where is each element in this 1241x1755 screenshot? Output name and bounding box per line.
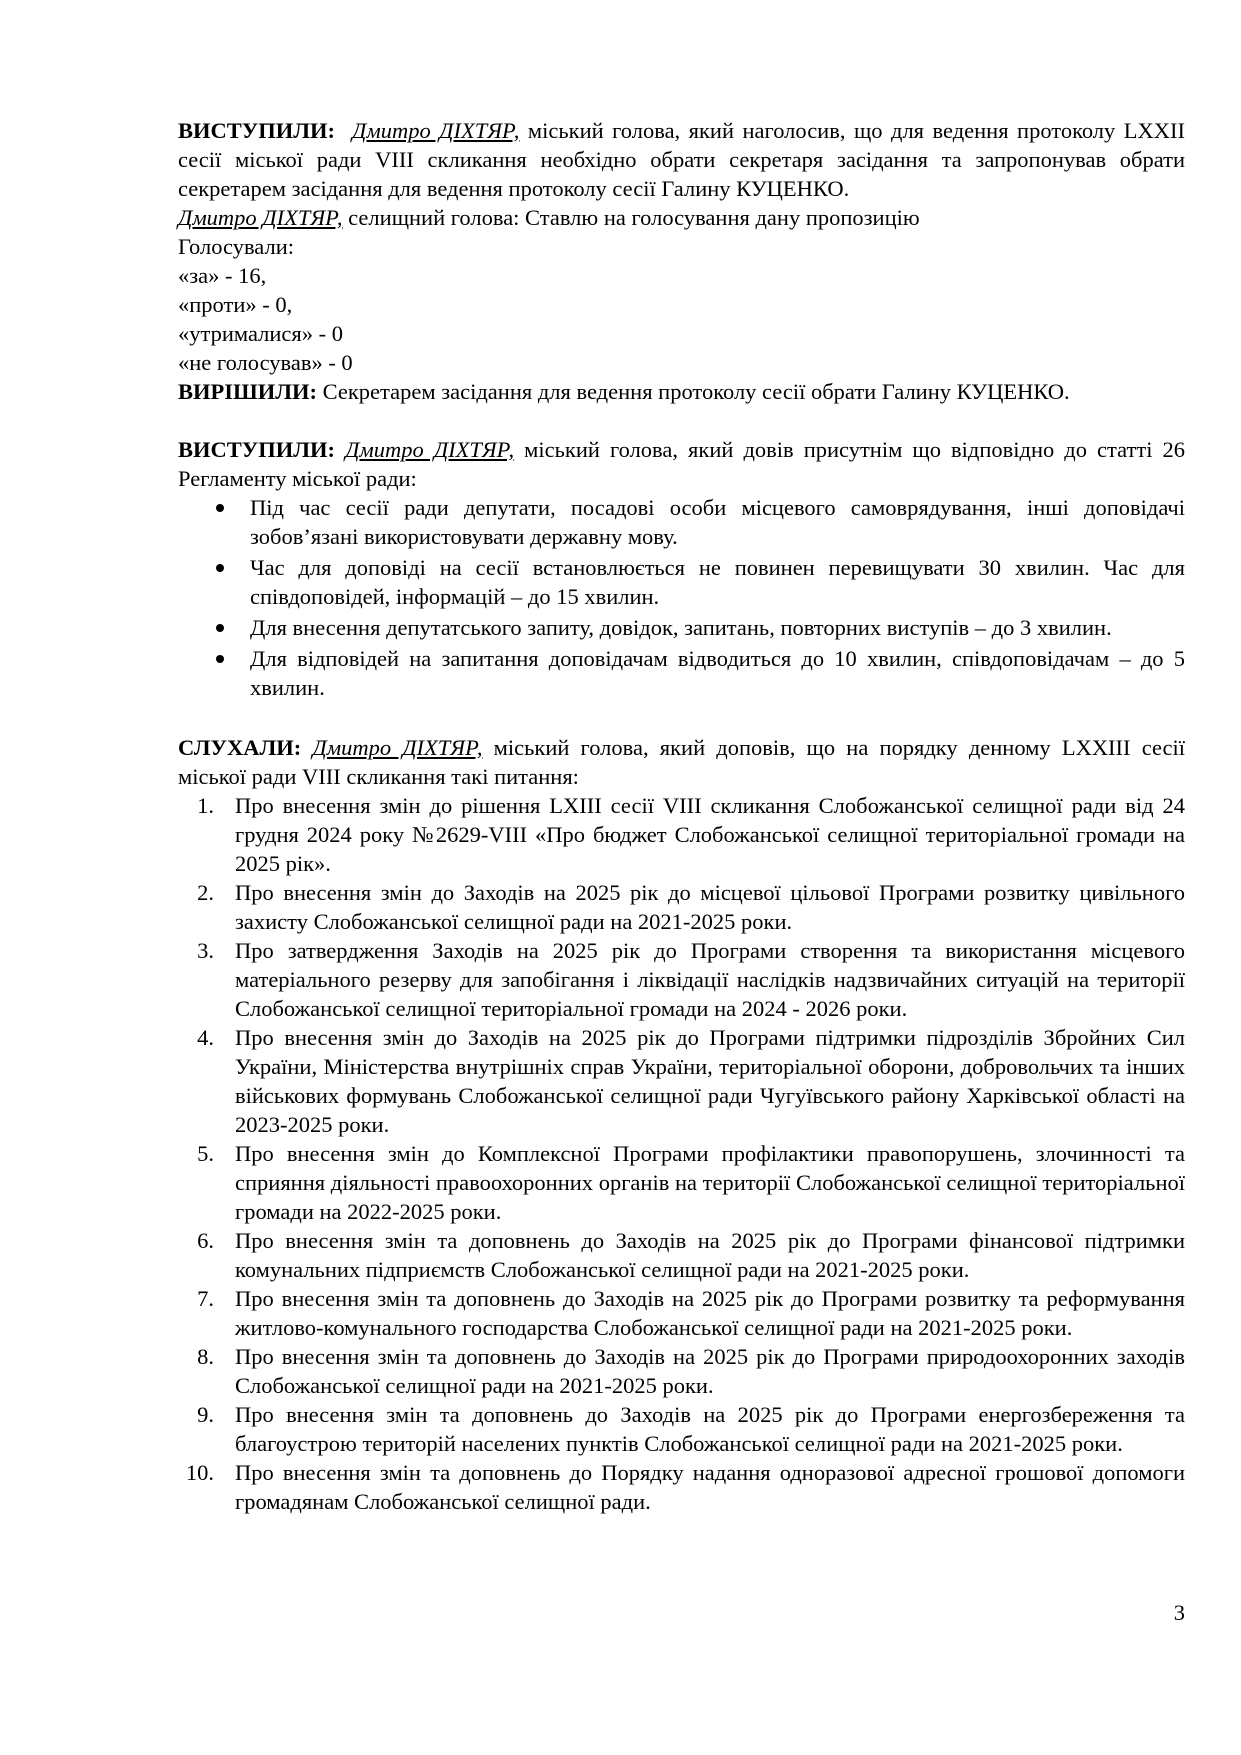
agenda-item xyxy=(197,1284,1185,1342)
page-number: 3 xyxy=(1173,1600,1185,1625)
vote-against: «проти» - 0, xyxy=(178,292,293,317)
agenda-item xyxy=(197,1342,1185,1400)
agenda-item-number: 1. xyxy=(197,793,214,818)
agenda-item-number: 9. xyxy=(197,1402,214,1427)
agenda-item xyxy=(197,1139,1185,1226)
speech-paragraph-3 xyxy=(178,733,1185,791)
speech-text: селищний голова: Ставлю на голосування дану пропозицію xyxy=(342,205,920,230)
agenda-item-number: 3. xyxy=(197,938,214,963)
agenda-item-number: 7. xyxy=(197,1286,214,1311)
agenda-item-number: 6. xyxy=(197,1228,214,1253)
agenda-list xyxy=(178,791,1185,1516)
vote-abstained: «утрималися» - 0 xyxy=(178,321,344,346)
agenda-item-text: Про внесення змін до Заходів на 2025 рік до місцевої цільової Програми розвитку цивільного захисту Слобожанської селищної ради на 2021-2025 роки. xyxy=(235,880,1185,934)
speaker-name: Дмитро ДІХТЯР, xyxy=(312,735,483,760)
decision-heading: ВИРІШИЛИ: xyxy=(178,379,317,404)
agenda-item-number: 4. xyxy=(197,1025,214,1050)
agenda-item-text: Про затвердження Заходів на 2025 рік до Програми створення та використання місцевого матеріального резерву для запобігання і ліквідації наслідків надзвичайних ситуацій на території Слобожанської селищної територіальної громади на 2024 - 2026 роки. xyxy=(235,938,1185,1021)
speaker-name: Дмитро ДІХТЯР, xyxy=(178,205,343,230)
vote-for: «за» - 16, xyxy=(178,263,267,288)
agenda-item xyxy=(185,1458,1185,1516)
agenda-item xyxy=(197,936,1185,1023)
agenda-item-text: Про внесення змін та доповнень до Заходів на 2025 рік до Програми фінансової підтримки комунальних підприємств Слобожанської селищної ради на 2021-2025 роки. xyxy=(235,1228,1185,1282)
vote-not-voted: «не голосував» - 0 xyxy=(178,350,353,375)
speech-paragraph-1 xyxy=(178,116,1185,203)
list-item: Час для доповіді на сесії встановлюється не повинен перевищувати 30 хвилин. Час для співдоповідей, інформацій – до 15 хвилин. xyxy=(250,555,1185,609)
agenda-item-number: 8. xyxy=(197,1344,214,1369)
section-heading: СЛУХАЛИ: xyxy=(178,735,302,760)
list-item: Для відповідей на запитання доповідачам відводиться до 10 хвилин, співдоповідачам – до 5 хвилин. xyxy=(250,646,1185,700)
speaker-name: Дмитро ДІХТЯР, xyxy=(345,437,515,462)
agenda-item-text: Про внесення змін та доповнень до Заходів на 2025 рік до Програми енергозбереження та благоустрою територій населених пунктів Слобожанської селищної ради на 2021-2025 роки. xyxy=(235,1402,1185,1456)
agenda-item-text: Про внесення змін до рішення LXIII сесії VIII скликання Слобожанської селищної ради від 24 грудня 2024 року №2629-VIII «Про бюджет Слобожанської селищної територіальної громади на 2025 рік». xyxy=(235,793,1185,876)
speaker-name: Дмитро ДІХТЯР, xyxy=(352,118,520,143)
speech-paragraph-2 xyxy=(178,435,1185,493)
document-body xyxy=(178,116,1185,1516)
agenda-item xyxy=(197,791,1185,878)
agenda-item xyxy=(197,878,1185,936)
agenda-item-text: Про внесення змін та доповнень до Заходів на 2025 рік до Програми природоохоронних заходів Слобожанської селищної ради на 2021-2025 роки. xyxy=(235,1344,1185,1398)
spacer xyxy=(178,704,1185,733)
list-item: Під час сесії ради депутати, посадові особи місцевого самоврядування, інші доповідачі зобов’язані використовувати державну мову. xyxy=(250,495,1185,549)
section-heading: ВИСТУПИЛИ: xyxy=(178,437,336,462)
speech-text: міський голова, який доповів, що на порядку денному LXXIII сесії міської ради VIII скликання такі питання: xyxy=(178,735,1185,789)
agenda-item-number: 10. xyxy=(185,1460,214,1485)
vote-label: Голосували: xyxy=(178,234,294,259)
agenda-item xyxy=(197,1023,1185,1139)
agenda-item-text: Про внесення змін до Комплексної Програми профілактики правопорушень, злочинності та сприяння діяльності правоохоронних органів на території Слобожанської селищної територіальної громади на 2022-2025 роки. xyxy=(235,1141,1185,1224)
decision-text: Секретарем засідання для ведення протоколу сесії обрати Галину КУЦЕНКО. xyxy=(316,379,1070,404)
section-heading: ВИСТУПИЛИ: xyxy=(178,118,336,143)
agenda-item xyxy=(197,1226,1185,1284)
agenda-item-number: 2. xyxy=(197,880,214,905)
speech-paragraph-1b xyxy=(178,203,1185,232)
agenda-item xyxy=(197,1400,1185,1458)
agenda-item-text: Про внесення змін до Заходів на 2025 рік до Програми підтримки підрозділів Збройних Сил України, Міністерства внутрішніх справ України, територіальної оборони, добровольчих та інших військових формувань Слобожанської селищної ради Чугуївського району Харківської області на 2023-2025 роки. xyxy=(235,1025,1185,1137)
agenda-item-text: Про внесення змін та доповнень до Заходів на 2025 рік до Програми розвитку та реформування житлово-комунального господарства Слобожанської селищної ради на 2021-2025 роки. xyxy=(235,1286,1185,1340)
speech-text: міський голова, який наголосив, що для ведення протоколу LXXII сесії міської ради VIII скликання необхідно обрати секретаря засідання та запропонував обрати секретарем засідання для ведення протоколу сесії Галину КУЦЕНКО. xyxy=(178,118,1185,201)
agenda-item-text: Про внесення змін та доповнень до Порядку надання одноразової адресної грошової допомоги громадянам Слобожанської селищної ради. xyxy=(235,1460,1185,1514)
agenda-item-number: 5. xyxy=(197,1141,214,1166)
spacer xyxy=(178,406,1185,435)
regulation-list xyxy=(178,493,1185,702)
decision-paragraph xyxy=(178,377,1185,406)
speech-text: міський голова, який довів присутнім що відповідно до статті 26 Регламенту міської ради: xyxy=(178,437,1186,491)
list-item: Для внесення депутатського запиту, довідок, запитань, повторних виступів – до 3 хвилин. xyxy=(250,613,1185,642)
